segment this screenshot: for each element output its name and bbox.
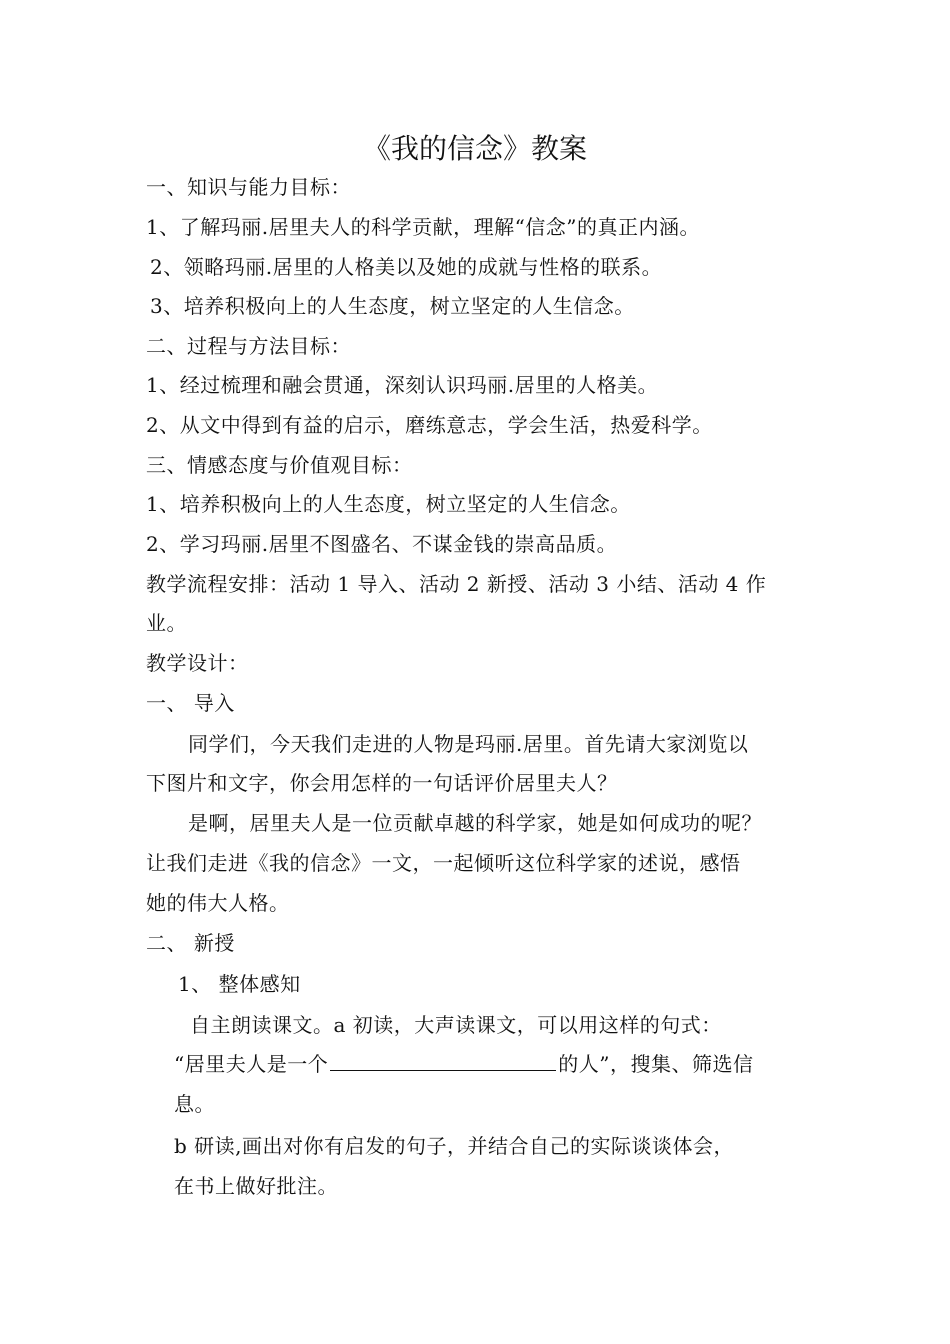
paragraph-line: 自主朗读课文。a 初读，大声读课文，可以用这样的句式：: [190, 1013, 722, 1037]
paragraph-line: 让我们走进《我的信念》一文，一起倾听这位科学家的述说，感悟: [146, 851, 741, 875]
list-item: 1、了解玛丽.居里夫人的科学贡献，理解“信念”的真正内涵。: [146, 215, 701, 239]
paragraph-line: 下图片和文字，你会用怎样的一句话评价居里夫人？: [146, 771, 618, 795]
teaching-flow-text-cont: 业。: [146, 611, 187, 635]
teaching-flow-text: 教学流程安排：活动 1 导入、活动 2 新授、活动 3 小结、活动 4 作: [146, 572, 767, 596]
list-item: 1、培养积极向上的人生态度，树立坚定的人生信念。: [146, 492, 631, 516]
fill-in-prefix: “居里夫人是一个: [174, 1052, 329, 1076]
new-lesson-heading: 二、 新授: [146, 931, 235, 955]
paragraph-line: 同学们，今天我们走进的人物是玛丽.居里。首先请大家浏览以: [188, 732, 749, 756]
intro-heading: 一、 导入: [146, 691, 235, 715]
paragraph-line: 在书上做好批注。: [174, 1174, 338, 1198]
section-heading-knowledge: 一、知识与能力目标：: [146, 175, 351, 199]
paragraph-line: 她的伟大人格。: [146, 891, 290, 915]
section-heading-values: 三、情感态度与价值观目标：: [146, 453, 413, 477]
list-item: 2、学习玛丽.居里不图盛名、不谋金钱的崇高品质。: [146, 532, 618, 556]
list-item: 3、培养积极向上的人生态度，树立坚定的人生信念。: [150, 294, 635, 318]
fill-in-suffix: 的人”，搜集、筛选信: [558, 1052, 754, 1076]
section-heading-process: 二、过程与方法目标：: [146, 334, 351, 358]
fill-in-blank: [330, 1052, 556, 1071]
list-item: 2、领略玛丽.居里的人格美以及她的成就与性格的联系。: [150, 255, 663, 279]
subheading-overall-perception: 1、 整体感知: [178, 972, 301, 996]
paragraph-line: 息。: [174, 1092, 215, 1116]
paragraph-line: b 研读,画出对你有启发的句子，并结合自己的实际谈谈体会，: [174, 1134, 735, 1158]
document-title: 《我的信念》教案: [362, 132, 587, 165]
fill-in-sentence: [174, 1050, 753, 1078]
paragraph-line: 是啊，居里夫人是一位贡献卓越的科学家，她是如何成功的呢？: [188, 811, 762, 835]
list-item: 2、从文中得到有益的启示，磨练意志，学会生活，热爱科学。: [146, 413, 713, 437]
teaching-design-heading: 教学设计：: [146, 651, 249, 675]
list-item: 1、经过梳理和融会贯通，深刻认识玛丽.居里的人格美。: [146, 373, 659, 397]
